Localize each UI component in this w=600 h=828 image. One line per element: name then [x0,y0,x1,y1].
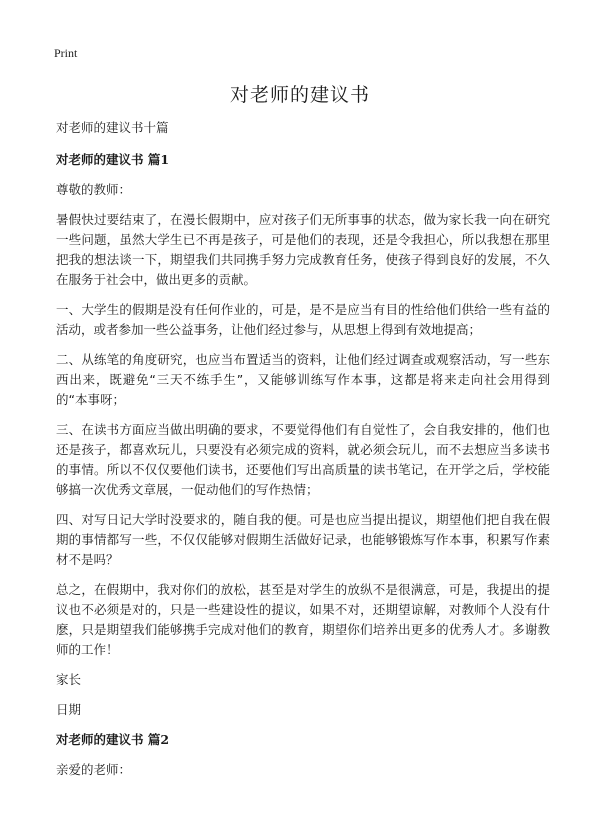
page-title: 对老师的建议书 [229,84,370,106]
body-paragraph: 三、在读书方面应当做出明确的要求，不要觉得他们有自觉性了，会自我安排的，他们也还是孩子，都喜欢玩儿，只要没有必须完成的资料，就必须会玩儿，而不去想应当多读书的事情。所以不仅仅要他们读书，还要他们写出高质量的读书笔记，在开学之后，学校能够搞一次优秀文章展，一促动他们的写作热情； [56,422,550,497]
document-subtitle: 对老师的建议书十篇 [56,120,169,135]
sign-off: 家长 [56,672,82,687]
body-paragraph: 二、从练笔的角度研究，也应当布置适当的资料，让他们经过调查或观察活动，写一些东西出来，既避免“三天不练手生”，又能够训练写作本事，这都是将来走向社会用得到的“本事呀； [56,352,550,407]
section-heading: 对老师的建议书 篇1 [56,152,170,167]
body-paragraph: 一、大学生的假期是没有任何作业的，可是，是不是应当有目的性给他们供给一些有益的活动，或者参加一些公益事务，让他们经过参与，从思想上得到有效地提高； [56,302,550,337]
body-paragraph: 暑假快过要结束了，在漫长假期中，应对孩子们无所事事的状态，做为家长我一向在研究一些问题，虽然大学生已不再是孩子，可是他们的表现，还是令我担心，所以我想在那里把我的想法谈一下，期望我们共同携手努力完成教育任务，使孩子得到良好的发展，不久在服务于社会中，做出更多的贡献。 [56,212,550,287]
body-paragraph: 四、对写日记大学时没要求的，随自我的便。可是也应当提出提议，期望他们把自我在假期的事情都写一些，不仅仅能够对假期生活做好记录，也能够锻炼写作本事，积累写作素材不是吗？ [56,512,550,567]
print-link[interactable]: Print [54,46,78,60]
section-greeting: 亲爱的老师： [56,762,132,777]
document-body [56,118,550,790]
section-heading: 对老师的建议书 篇2 [56,732,170,747]
date-label: 日期 [56,702,82,717]
body-paragraph: 总之，在假期中，我对你们的放松，甚至是对学生的放纵不是很满意，可是，我提出的提议也不必须是对的，只是一些建设性的提议，如果不对，还期望谅解，对教师个人没有什麽，只是期望我们能够携手完成对他们的教育，期望你们培养出更多的优秀人才。多谢教师的工作！ [56,582,550,657]
section-greeting: 尊敬的教师： [56,182,132,197]
